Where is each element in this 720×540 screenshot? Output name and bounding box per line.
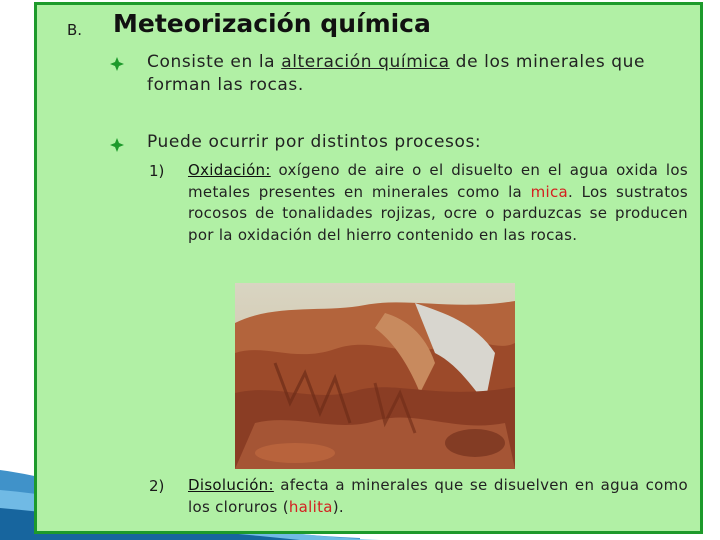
bullet-definition-underlined: alteración química: [281, 52, 450, 72]
slide-title: Meteorización química: [113, 9, 431, 38]
bullet-definition: [147, 51, 692, 97]
diamond-bullet-icon: [110, 138, 124, 152]
process-term: Oxidación:: [188, 161, 271, 179]
process-text-a: afecta a minerales que se disuelven en agua como los cloruros (: [188, 476, 688, 516]
bullet-definition-post: de los minerales que forman las rocas.: [147, 52, 646, 95]
section-letter: B.: [67, 21, 83, 39]
slide-panel: [34, 2, 703, 534]
process-number: 1): [149, 162, 165, 180]
process-text-a: oxígeno de aire o el disuelto en el agua oxida los metales presentes en minerales como la: [188, 161, 688, 201]
bullet-definition-pre: Consiste en la: [147, 52, 282, 72]
process-number: 2): [149, 477, 165, 495]
rock-erosion-photo: [235, 283, 515, 469]
diamond-bullet-icon: [110, 57, 124, 71]
highlight-mineral: mica: [530, 182, 568, 201]
process-term: Disolución:: [188, 476, 274, 494]
highlight-mineral: halita: [288, 497, 333, 516]
bullet-processes: Puede ocurrir por distintos procesos:: [147, 132, 482, 152]
process-dissolution-text: [188, 475, 688, 518]
process-text-b: ).: [332, 497, 344, 516]
process-text-b: . Los sustratos rocosos de tonalidades rojizas, ocre o parduzcas se producen por la oxidación del hierro contenido en las rocas.: [188, 182, 689, 244]
process-oxidation-text: [188, 160, 688, 246]
